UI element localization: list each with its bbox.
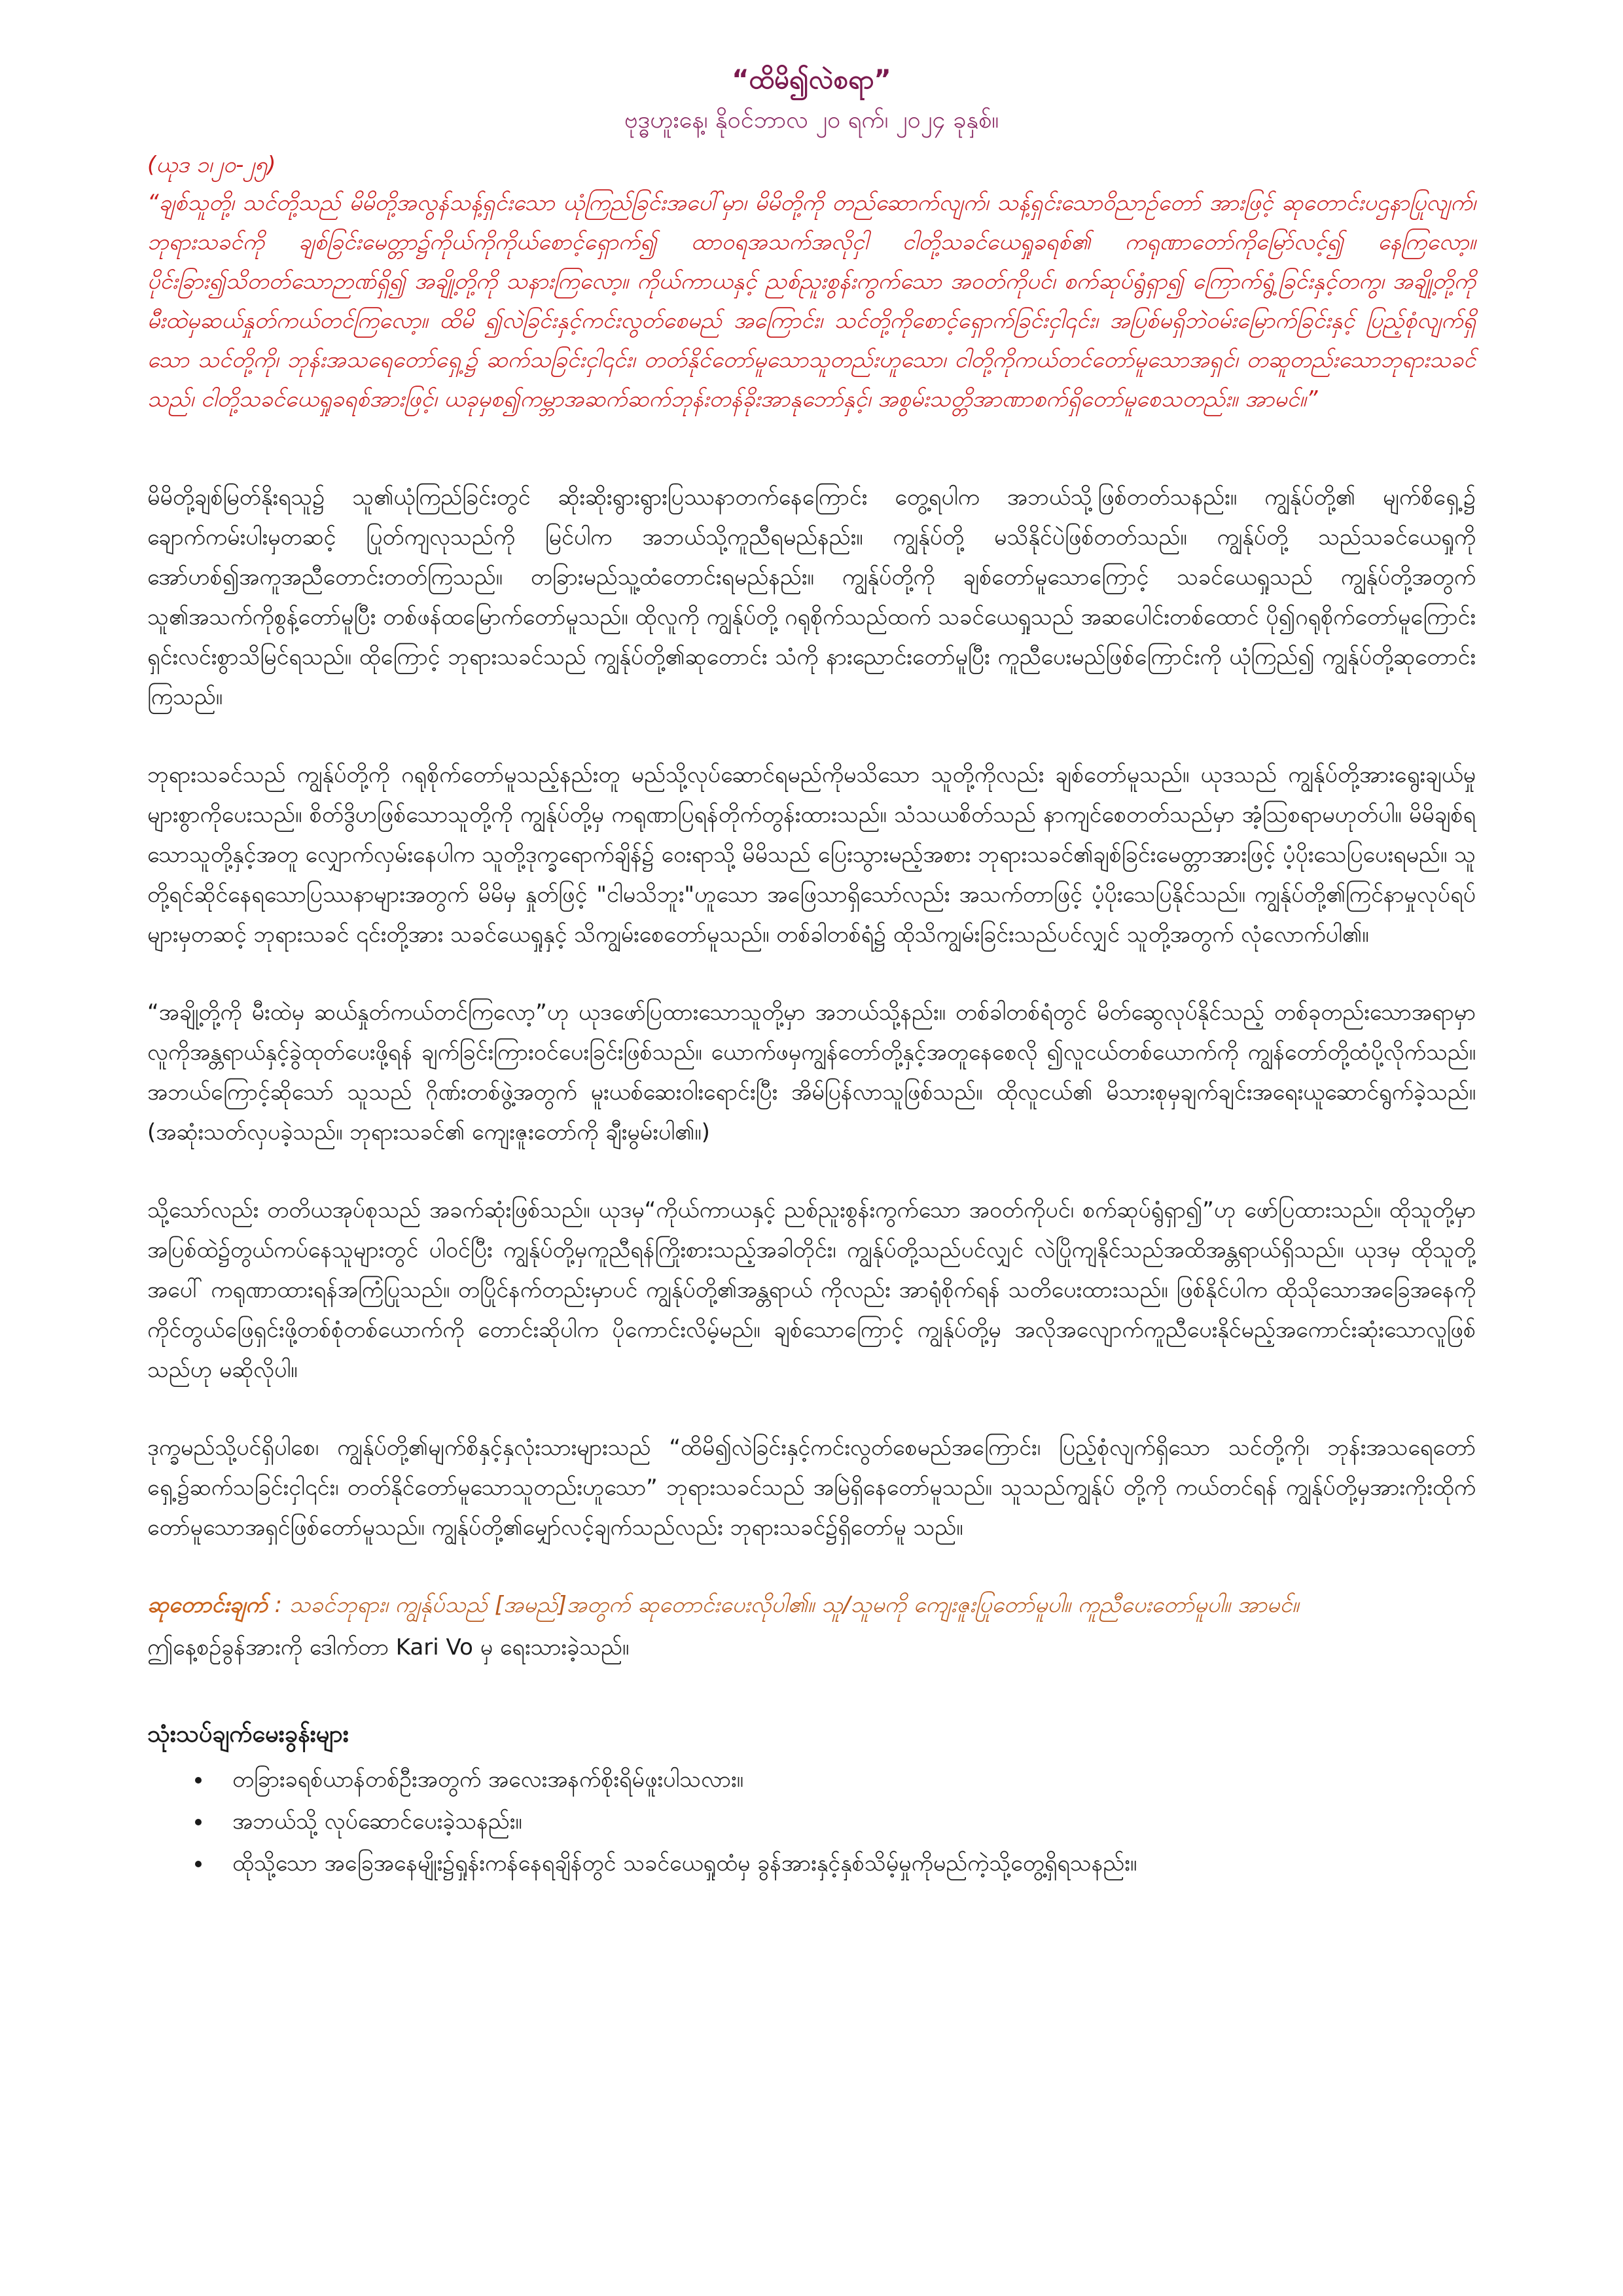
- body-paragraph-2: ဘုရားသခင်သည် ကျွန်ုပ်တို့ကို ဂရုစိုက်တော်မူသည့်နည်းတူ မည်သို့လုပ်ဆောင်ရမည်ကိုမသိသော သူတို့ကိုလည်း ချစ်တော်မူသည်။ ယုဒသည် ကျွန်ုပ်တို့အားရွေးချယ်မှုများစွာကိုပေးသည်။ စိတ်ဒွိဟဖြစ်သောသူတို့ကို ကျွန်ုပ်တို့မှ ကရုဏာပြရန်တိုက်တွန်းထားသည်။ သံသယစိတ်သည် နာကျင်စေတတ်သည်မှာ အံ့သြစရာမဟုတ်ပါ။ မိမိချစ်ရသောသူတို့နှင့်အတူ လျှောက်လှမ်းနေပါက သူတို့ဒုက္ခရောက်ချိန်၌ ဝေးရာသို့ မိမိသည် ပြေးသွားမည့်အစား ဘုရားသခင်၏ချစ်ခြင်းမေတ္တာအားဖြင့် ပံ့ပိုးသေပြပေးရမည်။ သူတို့ရင်ဆိုင်နေရသောပြဿနာများအတွက် မိမိမှ နှုတ်ဖြင့် "ငါမသိဘူး"ဟူသော အဖြေသာရှိသော်လည်း အသက်တာဖြင့် ပံ့ပိုးသေပြနိုင်သည်။ ကျွန်ုပ်တို့၏ကြင်နာမှုလုပ်ရပ်များမှတဆင့် ဘုရားသခင် ၎င်းတို့အား သခင်ယေရှုနှင့် သိကျွမ်းစေတော်မူသည်။ တစ်ခါတစ်ရံ၌ ထိုသိကျွမ်းခြင်းသည်ပင်လျှင် သူတို့အတွက် လုံလောက်ပါ၏။: [147, 762, 1476, 948]
- prayer-text: : သခင်ဘုရား၊ ကျွန်ုပ်သည် [အမည်]အတွက် ဆုတောင်းပေးလိုပါ၏။ သူ/သူမကို ကျေးဇူးပြုတော်မူပါ။ ကူညီပေးတော်မူပါ။ အာမင်။: [274, 1592, 1299, 1618]
- author-credit: ဤနေ့စဉ်ခွန်အားကို ဒေါက်တာ Kari Vo မှ ရေးသားခဲ့သည်။: [147, 1634, 630, 1660]
- body-paragraph-3: “အချို့တို့ကို မီးထဲမှ ဆယ်နှုတ်ကယ်တင်ကြလော့”ဟု ယုဒဖော်ပြထားသောသူတို့မှာ အဘယ်သို့နည်း။ တစ်ခါတစ်ရံတွင် မိတ်ဆွေလုပ်နိုင်သည့် တစ်ခုတည်းသောအရာမှာ လူကိုအန္တရာယ်နှင့်ခွဲထုတ်ပေးဖို့ရန် ချက်ခြင်းကြားဝင်ပေးခြင်းဖြစ်သည်။ ယောက်ဖမှကျွန်တော်တို့နှင့်အတူနေစေလို ၍လူငယ်တစ်ယောက်ကို ကျွန်တော်တို့ထံပို့လိုက်သည်။ အဘယ်ကြောင့်ဆိုသော် သူသည် ဂိုဏ်းတစ်ဖွဲ့အတွက် မူးယစ်ဆေးဝါးရောင်းပြီး အိမ်ပြန်လာသူဖြစ်သည်။ ထိုလူငယ်၏ မိသားစုမှချက်ချင်းအရေးယူဆောင်ရွက်ခဲ့သည်။ (အဆုံးသတ်လှပခဲ့သည်။ ဘုရားသခင်၏ ကျေးဇူးတော်ကို ချီးမွမ်းပါ၏။): [147, 999, 1476, 1145]
- body-paragraph-4: သို့သော်လည်း တတိယအုပ်စုသည် အခက်ဆုံးဖြစ်သည်။ ယုဒမှ“ကိုယ်ကာယနှင့် ညစ်ညူးစွန်းကွက်သော အဝတ်ကိုပင်၊ စက်ဆုပ်ရွံရှာ၍”ဟု ဖော်ပြထားသည်။ ထိုသူတို့မှာ အပြစ်ထဲ၌တွယ်ကပ်နေသူများတွင် ပါဝင်ပြီး ကျွန်ုပ်တို့မှကူညီရန်ကြိုးစားသည့်အခါတိုင်း၊ ကျွန်ုပ်တို့သည်ပင်လျှင် လဲပြိုကျနိုင်သည်အထိအန္တရာယ်ရှိသည်။ ယုဒမှ ထိုသူတို့အပေါ် ကရုဏာထားရန်အကြံပြုသည်။ တပြိုင်နက်တည်းမှာပင် ကျွန်ုပ်တို့၏အန္တရာယ် ကိုလည်း အာရုံစိုက်ရန် သတိပေးထားသည်။ ဖြစ်နိုင်ပါက ထိုသိုသောအခြေအနေကို ကိုင်တွယ်ဖြေရှင်းဖို့တစ်စုံတစ်ယောက်ကို တောင်းဆိုပါက ပိုကောင်းလိမ့်မည်။ ချစ်သောကြောင့် ကျွန်ုပ်တို့မှ အလိုအလျောက်ကူညီပေးနိုင်မည့်အကောင်းဆုံးသောလူဖြစ်သည်ဟု မဆိုလိုပါ။: [147, 1197, 1476, 1383]
- questions-list: [147, 1759, 1476, 1884]
- body-paragraph-1: မိမိတို့ချစ်မြတ်နိုးရသူ၌ သူ၏ယုံကြည်ခြင်းတွင် ဆိုးဆိုးရွားရွားပြဿနာတက်နေကြောင်း တွေ့ရပါက အဘယ်သို့ဖြစ်တတ်သနည်း။ ကျွန်ုပ်တို့၏ မျက်စိရှေ့၌ ချောက်ကမ်းပါးမှတဆင့် ပြုတ်ကျလုသည်ကို မြင်ပါက အဘယ်သို့ကူညီရမည်နည်း။ ကျွန်ုပ်တို့ မသိနိုင်ပဲဖြစ်တတ်သည်။ ကျွန်ုပ်တို့ သည်သခင်ယေရှုကိုအော်ဟစ်၍အကူအညီတောင်းတတ်ကြသည်။ တခြားမည်သူ့ထံတောင်းရမည်နည်း။ ကျွန်ုပ်တို့ကို ချစ်တော်မူသောကြောင့် သခင်ယေရှုသည် ကျွန်ုပ်တို့အတွက် သူ၏အသက်ကိုစွန့်တော်မူပြီး တစ်ဖန်ထမြောက်တော်မူသည်။ ထိုလူကို ကျွန်ုပ်တို့ ဂရုစိုက်သည်ထက် သခင်ယေရှုသည် အဆပေါင်းတစ်ထောင် ပို၍ဂရုစိုက်တော်မူကြောင်း ရှင်းလင်းစွာသိမြင်ရသည်။ ထိုကြောင့် ဘုရားသခင်သည် ကျွန်ုပ်တို့၏ဆုတောင်း သံကို နားညောင်းတော်မူပြီး ကူညီပေးမည်ဖြစ်ကြောင်းကို ယုံကြည်၍ ကျွန်ုပ်တို့ဆုတောင်းကြသည်။: [147, 484, 1476, 710]
- scripture-reference: (ယုဒ ၁၊၂၀-၂၅): [147, 152, 276, 178]
- page-title: “ထိမိ၍လဲစရာ”: [732, 65, 891, 95]
- scripture-text: “ချစ်သူတို့၊ သင်တို့သည် မိမိတို့အလွန်သန့်ရှင်းသော ယုံကြည်ခြင်းအပေါ်မှာ၊ မိမိတို့ကို တည်ဆောက်လျက်၊ သန့်ရှင်းသောဝိညာဉ်တော် အားဖြင့် ဆုတောင်းပဌနာပြုလျက်၊ ဘုရားသခင်ကို ချစ်ခြင်းမေတ္တာ၌ကိုယ်ကိုကိုယ်စောင့်ရှောက်၍ ထာဝရအသက်အလိုငှါ ငါတို့သခင်ယေရှုခရစ်၏ ကရုဏာတော်ကိုမြော်လင့်၍ နေကြလော့။ ပိုင်းခြား၍သိတတ်သောဉာဏ်ရှိ၍ အချို့တို့ကို သနားကြလော့။ ကိုယ်ကာယနှင့် ညစ်ညူးစွန်းကွက်သော အဝတ်ကိုပင်၊ စက်ဆုပ်ရွံရှာ၍ ကြောက်ရွံ့ခြင်းနှင့်တကွ၊ အချို့တို့ကို မီးထဲမှဆယ်နှုတ်ကယ်တင်ကြလော့။ ထိမိ ၍လဲခြင်းနှင့်ကင်းလွတ်စေမည် အကြောင်း၊ သင်တို့ကိုစောင့်ရှောက်ခြင်းငှါ၎င်း၊ အပြစ်မရှိဘဲဝမ်းမြောက်ခြင်းနှင့် ပြည့်စုံလျက်ရှိသော သင်တို့ကို၊ ဘုန်းအသရေတော်ရှေ့၌ ဆက်သခြင်းငှါ၎င်း၊ တတ်နိုင်တော်မူသောသူတည်းဟူသော၊ ငါတို့ကိုကယ်တင်တော်မူသောအရှင်၊ တဆူတည်းသောဘုရားသခင်သည်၊ ငါတို့သခင်ယေရှုခရစ်အားဖြင့်၊ ယခုမှစ၍ကမ္ဘာအဆက်ဆက်ဘုန်းတန်ခိုးအာနုဘော်နှင့်၊ အစွမ်းသတ္တိအာဏာစက်ရှိတော်မူစေသတည်း။ အာမင်။”: [147, 190, 1476, 412]
- body-paragraph-5: ဒုက္ခမည်သို့ပင်ရှိပါစေ၊ ကျွန်ုပ်တို့၏မျက်စိနှင့်နှလုံးသားများသည် “ထိမိ၍လဲခြင်းနှင့်ကင်းလွတ်စေမည်အကြောင်း၊ ပြည့်စုံလျက်ရှိသော သင်တို့ကို၊ ဘုန်းအသရေတော်ရှေ့၌ဆက်သခြင်းငှါ၎င်း၊ တတ်နိုင်တော်မူသောသူတည်းဟူသော” ဘုရားသခင်သည် အမြဲရှိနေတော်မူသည်။ သူသည်ကျွန်ုပ် တို့ကို ကယ်တင်ရန် ကျွန်ုပ်တို့မှအားကိုးထိုက်တော်မူသောအရှင်ဖြစ်တော်မူသည်။ ကျွန်ုပ်တို့၏မျှော်လင့်ချက်သည်လည်း ဘုရားသခင်၌ရှိတော်မူ သည်။: [147, 1435, 1476, 1541]
- page-date: ဗုဒ္ဓဟူးနေ့၊ နိုဝင်ဘာလ ၂၀ ရက်၊ ၂၀၂၄ ခုနှစ်။: [624, 107, 999, 134]
- prayer-block: [147, 1586, 1476, 1624]
- questions-heading: သုံးသပ်ချက်မေးခွန်းများ: [147, 1721, 349, 1748]
- devotional-page: [147, 52, 1476, 1884]
- question-item: • တခြားခရစ်ယာန်တစ်ဦးအတွက် အလေးအနက်စိုးရိမ်ဖူးပါသလား။: [213, 1759, 1476, 1801]
- question-item: • အဘယ်သို့ လုပ်ဆောင်ပေးခဲ့သနည်း။: [213, 1801, 1476, 1842]
- question-item: • ထိုသို့သော အခြေအနေမျိုး၌ရှုန်းကန်နေရချိန်တွင် သခင်ယေရှုထံမှ ခွန်အားနှင့်နှစ်သိမ့်မှုကိုမည်ကဲ့သို့တွေ့ရှိရသနည်း။: [213, 1842, 1476, 1884]
- prayer-label: ဆုတောင်းချက်: [147, 1592, 268, 1618]
